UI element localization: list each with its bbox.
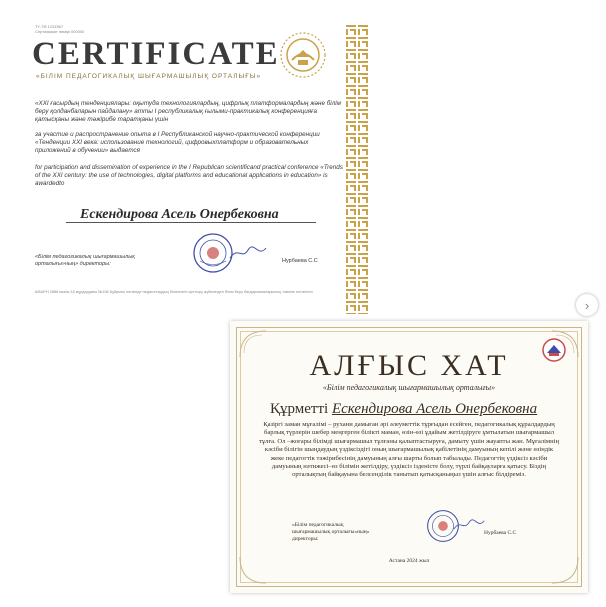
chevron-right-icon: › [584, 297, 590, 313]
cert-text-en: for participation and dissemination of experience in the I Republican scientificand practical conference «Trends of the XXI century: the use of technologies, digital platforms and educational applications in education» is awardedto [35, 164, 343, 187]
laurel-emblem-icon [278, 30, 328, 80]
cert-header-line-1: ТҮ-ТӨ 1234567 [35, 24, 64, 29]
letter-subtitle: «Білім педагогикалық шығармашылық орталығы» [322, 383, 496, 392]
signature-icon [228, 244, 268, 262]
cert-text-kz: «XXI ғасырдың тенденциялары: оқытуда технологиялардың, цифрлық платформалардың және білім беру қолданбаларын пайдалану» атты I республикалық ғылыми-практикалық конференцияға қатысқаны және тәжірибе таратқаны үшін [35, 100, 341, 123]
signature-icon [452, 517, 486, 533]
cert-director-name: Нурбаева С.С [282, 258, 318, 264]
letter-title: АЛҒЫС ХАТ [309, 349, 509, 382]
letter-body: Қазіргі заман мұғалімі – рухани дамыған әрі әлеуметтік тұрғыдан есейген, педагогикалық құралдардың барлық түрлерін шебер меңгерген білікті маман, өзін-өзі ұдайым жетілдіруге ұмтылатын шығармашыл тұлға. Ол –жоғары білімді шығармашыл тұлғаны қалыптастыруға, дамыту үшін жауапты жан. Мұғалімнің кәсіби білігін шыңдаудың үздіксіздігі оның шығармашылық қабілетінің дамуының кепілі және өзіндік жеке педагогтік тәжірибесінің дамуының алғы шарты болып табылады. Педагогтің үздіксіз кәсіби дамуының нәтижесі–өз білімін жетілдіру, үздіксіз ізденісте болу, түрлі байқауларға қатысу. Біздің орталықтың байқауына белсенділік танытып қатысқаныңыз үшін алғыс білдіреміз. [259, 421, 559, 479]
letter-date: Астана 2024 жыл [388, 558, 430, 564]
letter-greeting [270, 401, 537, 418]
next-slide-button[interactable] [576, 294, 598, 316]
awardee-underline [66, 222, 316, 223]
letter-director-name: Нурбаева С.С [484, 530, 517, 536]
letter-recipient-name: Ескендирова Асель Онербековна [331, 401, 538, 417]
cert-awardee-name: Ескендирова Асель Онербековна [80, 207, 279, 222]
greeting-label: Құрметті [270, 401, 329, 417]
cert-title: CERTIFICATE [32, 36, 280, 72]
cert-subtitle: «БІЛІМ ПЕДАГОГИКАЛЫҚ ШЫҒАРМАШЫЛЫҚ ОРТАЛЫҒЫ» [36, 73, 262, 80]
cert-director-label: «Білім педагогикалық шығармашылық орталығы»ның» директоры: [35, 254, 135, 267]
gold-pattern-border [345, 24, 369, 314]
cert-header-line-2: Сертификат нөмірі 000000 [35, 29, 85, 34]
cert-text-ru: за участие и распространение опыта в I Республиканской научно-практической конференции «Тенденции XXI века: использование технологий, цифровыхплатформ и образовательных приложений в обучении» выдается [35, 131, 320, 154]
letter-director-label: «Білім педагогикалық шығармашылық орталығы»ның» директоры: [292, 522, 370, 542]
cert-footer-note: ШБАРН 2888 мыны 16 мұрдардағы №108 Бұйрығы негізінде педагогтардың біліктілігін арттыру жүйесіндегі білім беру бағдарламаларының тізіміне енгізілген [35, 290, 313, 294]
gratitude-letter [230, 321, 588, 593]
